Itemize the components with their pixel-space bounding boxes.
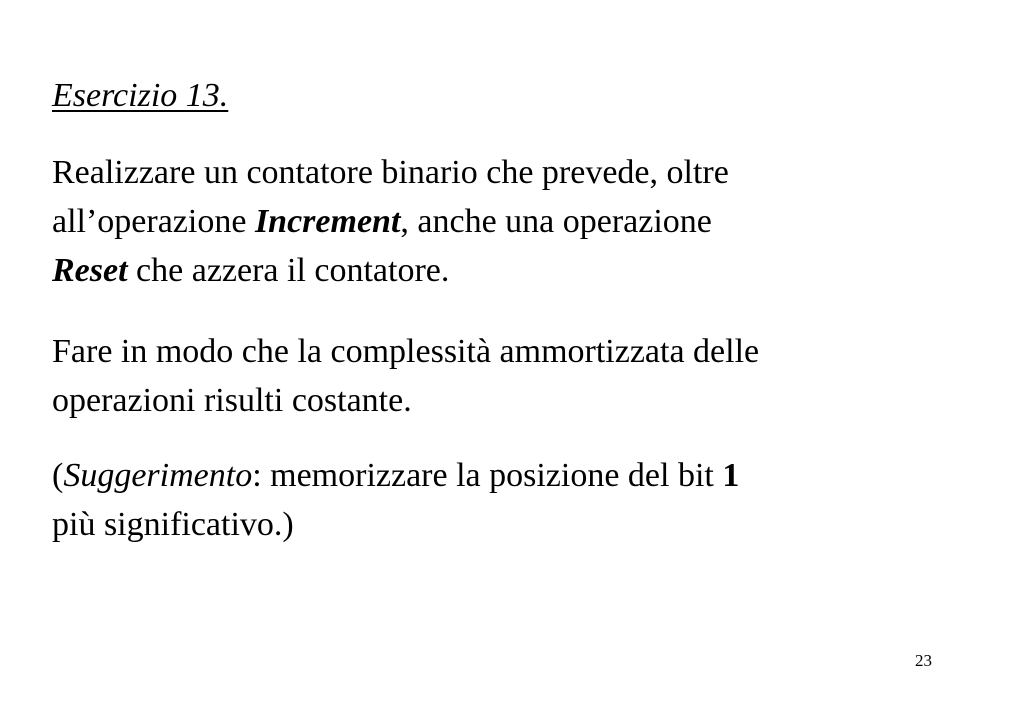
hint-line-1 <box>52 451 739 500</box>
problem-line-2-suffix: , anche una operazione <box>400 203 712 240</box>
bit-value: 1 <box>722 457 740 494</box>
problem-line-2-prefix: all’operazione <box>52 203 255 240</box>
hint-label: Suggerimento <box>63 457 253 494</box>
hint-line-2: più significativo.) <box>52 506 294 543</box>
problem-line-1: Realizzare un contatore binario che prevede, oltre <box>52 154 729 191</box>
page-number: 23 <box>915 651 932 670</box>
requirement-line-2: operazioni risulti costante. <box>52 382 412 419</box>
hint-open-paren: ( <box>52 457 64 494</box>
problem-line-3 <box>52 246 729 295</box>
reset-operation: Reset <box>52 252 128 289</box>
complexity-requirement <box>52 327 759 425</box>
hint <box>52 451 739 549</box>
increment-operation: Increment <box>254 203 401 240</box>
exercise-title: Esercizio 13. <box>52 77 229 114</box>
problem-line-3-suffix: che azzera il contatore. <box>127 252 450 289</box>
problem-statement <box>52 148 729 295</box>
hint-line-1-text: : memorizzare la posizione del bit <box>252 457 723 494</box>
problem-line-2 <box>52 197 729 246</box>
requirement-line-1: Fare in modo che la complessità ammortizzata delle <box>52 333 760 370</box>
